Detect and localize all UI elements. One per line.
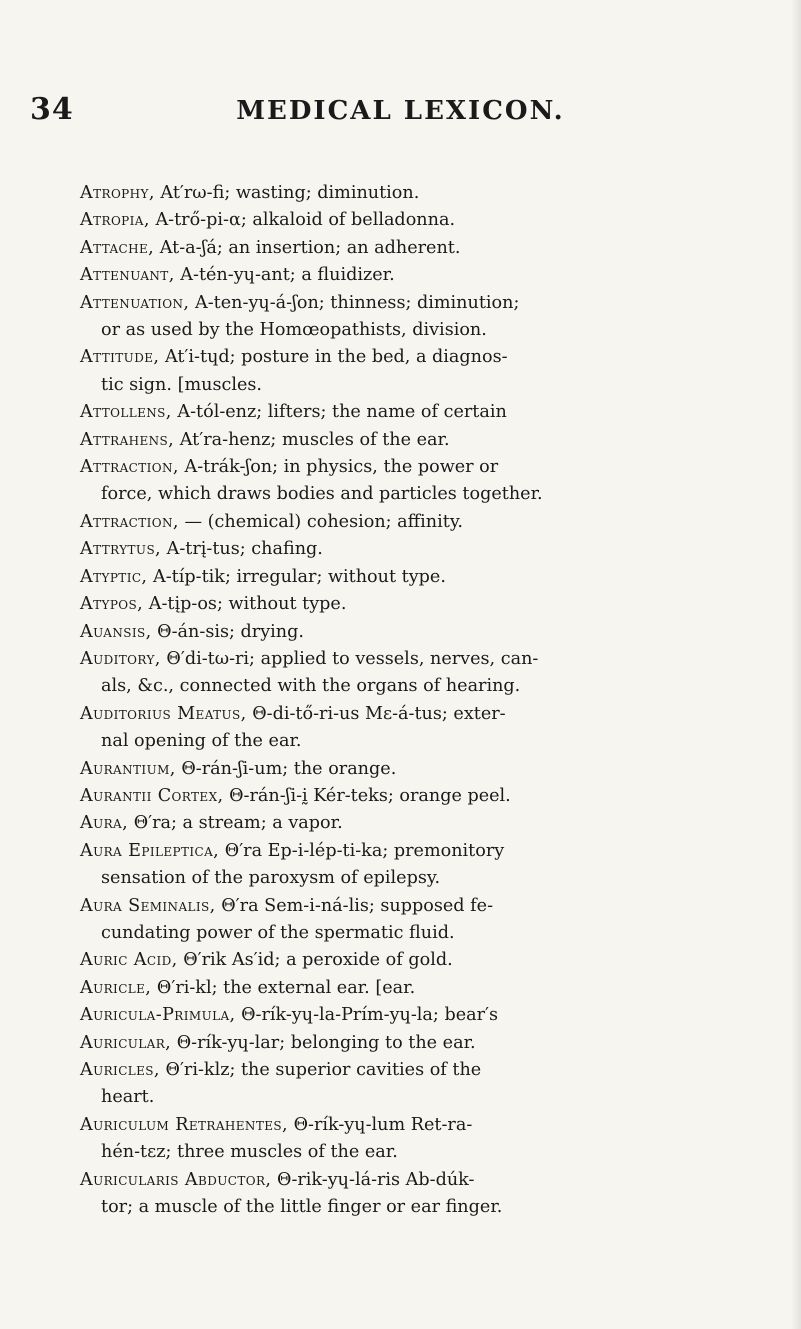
lexicon-entry xyxy=(80,536,780,563)
entry-first-line xyxy=(80,1057,780,1084)
entry-definition-text: A-tįp-os; without type. xyxy=(143,594,347,615)
entry-definition-text: Θ-rik-yɥ-lá-ris Ab-dúk- xyxy=(271,1169,475,1190)
entry-definition-text: Θ-rík-yɥ-lar; belonging to the ear. xyxy=(171,1032,476,1053)
entry-first-line xyxy=(80,838,780,865)
entry-definition-text: A-trį-tus; chafing. xyxy=(161,539,323,560)
entry-definition-text: A-trő-pi-α; alkaloid of belladonna. xyxy=(149,210,456,231)
entry-definition-text: Θ′rik As′id; a peroxide of gold. xyxy=(177,950,453,971)
lexicon-entry xyxy=(80,180,780,207)
entry-term: Attrytus, xyxy=(80,539,162,560)
entry-definition-text: Θ-rán-ʃi-ḭ Kér-teks; orange peel. xyxy=(223,785,511,806)
lexicon-entries xyxy=(80,180,780,1221)
entry-definition-text: heart. xyxy=(101,1087,155,1108)
entry-definition-text: force, which draws bodies and particles together. xyxy=(101,484,543,505)
entry-definition-text: — (chemical) cohesion; affinity. xyxy=(178,511,464,532)
entry-term: Auditory, xyxy=(80,648,161,669)
entry-term: Auricular, xyxy=(80,1032,172,1053)
entry-first-line xyxy=(80,1112,780,1139)
entry-definition-text: A-tól-enz; lifters; the name of certain xyxy=(171,402,507,423)
entry-continuation-line xyxy=(80,673,780,700)
entry-first-line xyxy=(80,262,780,289)
entry-definition-text: Θ-di-tő-ri-us Mɛ-á-tus; exter- xyxy=(246,703,506,724)
entry-continuation-line xyxy=(80,317,780,344)
entry-continuation-line xyxy=(80,728,780,755)
entry-first-line xyxy=(80,536,780,563)
page-number: 34 xyxy=(30,92,74,127)
entry-first-line xyxy=(80,783,780,810)
entry-first-line xyxy=(80,180,780,207)
entry-term: Auric Acid, xyxy=(80,950,178,971)
entry-term: Aurantium, xyxy=(80,758,176,779)
lexicon-entry xyxy=(80,783,780,810)
entry-first-line xyxy=(80,1167,780,1194)
lexicon-entry xyxy=(80,975,780,1002)
entry-first-line xyxy=(80,399,780,426)
entry-term: Auricle, xyxy=(80,977,152,998)
entry-term: Attenuation, xyxy=(80,292,190,313)
entry-first-line xyxy=(80,701,780,728)
entry-first-line xyxy=(80,646,780,673)
lexicon-entry xyxy=(80,262,780,289)
entry-first-line xyxy=(80,756,780,783)
entry-term: Aura, xyxy=(80,813,129,834)
entry-first-line xyxy=(80,947,780,974)
entry-definition-text: als, &c., connected with the organs of hearing. xyxy=(101,676,521,697)
lexicon-entry xyxy=(80,591,780,618)
lexicon-entry xyxy=(80,1030,780,1057)
entry-continuation-line xyxy=(80,920,780,947)
entry-term: Auricles, xyxy=(80,1060,160,1080)
entry-term: Auditorius Meatus, xyxy=(80,703,247,724)
entry-term: Aura Epileptica, xyxy=(80,840,220,861)
entry-term: Atrophy, xyxy=(80,183,155,203)
entry-definition-text: Θ′ri-kl; the external ear. [ear. xyxy=(151,977,416,998)
lexicon-entry xyxy=(80,399,780,426)
entry-first-line xyxy=(80,207,780,234)
entry-first-line xyxy=(80,427,780,454)
entry-term: Attitude, xyxy=(80,347,160,368)
entry-term: Attrahens, xyxy=(80,429,175,450)
lexicon-entry xyxy=(80,701,780,756)
running-title: MEDICAL LEXICON. xyxy=(236,96,565,126)
lexicon-entry xyxy=(80,207,780,234)
entry-definition-text: At′i-tɥd; posture in the bed, a diagnos- xyxy=(159,347,508,368)
entry-definition-text: At′rω-fi; wasting; diminution. xyxy=(154,183,420,203)
entry-first-line xyxy=(80,619,780,646)
entry-first-line xyxy=(80,975,780,1002)
lexicon-entry xyxy=(80,290,780,345)
entry-definition-text: tor; a muscle of the little finger or ear finger. xyxy=(101,1197,503,1218)
entry-definition-text: tic sign. [muscles. xyxy=(101,374,262,395)
entry-term: Aurantii Cortex, xyxy=(80,785,224,806)
page-edge-shadow xyxy=(791,0,801,1329)
lexicon-entry xyxy=(80,1002,780,1029)
lexicon-entry xyxy=(80,756,780,783)
entry-first-line xyxy=(80,344,780,371)
lexicon-entry xyxy=(80,344,780,399)
lexicon-entry xyxy=(80,235,780,262)
entry-definition-text: or as used by the Homœopathists, division. xyxy=(101,320,487,341)
lexicon-entry xyxy=(80,564,780,591)
entry-term: Auriculum Retrahentes, xyxy=(80,1114,289,1135)
entry-first-line xyxy=(80,235,780,262)
entry-definition-text: cundating power of the spermatic fluid. xyxy=(101,922,455,943)
entry-definition-text: A-tén-yɥ-ant; a fluidizer. xyxy=(174,265,395,286)
entry-definition-text: A-trák-ʃon; in physics, the power or xyxy=(178,457,499,478)
entry-definition-text: Θ′ri-klz; the superior cavities of the xyxy=(159,1060,482,1080)
entry-definition-text: Θ′di-tω-ri; applied to vessels, nerves, can- xyxy=(160,648,539,669)
entry-continuation-line xyxy=(80,481,780,508)
entry-definition-text: Θ′ra; a stream; a vapor. xyxy=(128,813,343,834)
entry-definition-text: Θ′ra Ep-i-lép-ti-ka; premonitory xyxy=(219,840,505,861)
lexicon-entry xyxy=(80,619,780,646)
entry-first-line xyxy=(80,591,780,618)
lexicon-entry xyxy=(80,454,780,509)
entry-term: Atyptic, xyxy=(80,566,148,587)
lexicon-entry xyxy=(80,1057,780,1112)
entry-definition-text: Θ-án-sis; drying. xyxy=(151,621,304,642)
entry-first-line xyxy=(80,1002,780,1029)
entry-definition-text: A-ten-yɥ-á-ʃon; thinness; diminution; xyxy=(189,292,520,313)
entry-first-line xyxy=(80,290,780,317)
lexicon-entry xyxy=(80,646,780,701)
entry-definition-text: Θ-rík-yɥ-lum Ret-ra- xyxy=(288,1114,473,1135)
entry-first-line xyxy=(80,1030,780,1057)
entry-continuation-line xyxy=(80,865,780,892)
entry-first-line xyxy=(80,509,780,536)
entry-first-line xyxy=(80,810,780,837)
page-header xyxy=(0,92,801,142)
entry-definition-text: sensation of the paroxysm of epilepsy. xyxy=(101,868,441,889)
lexicon-entry xyxy=(80,427,780,454)
entry-term: Attache, xyxy=(80,237,155,258)
lexicon-entry xyxy=(80,838,780,893)
entry-definition-text: Θ′ra Sem-i-ná-lis; supposed fe- xyxy=(215,895,494,916)
lexicon-entry xyxy=(80,893,780,948)
entry-definition-text: Θ-rík-yɥ-la-Prím-yɥ-la; bear′s xyxy=(235,1005,499,1026)
entry-continuation-line xyxy=(80,1194,780,1221)
entry-first-line xyxy=(80,454,780,481)
lexicon-entry xyxy=(80,509,780,536)
entry-definition-text: A-típ-tik; irregular; without type. xyxy=(147,566,446,587)
entry-definition-text: At′ra-henz; muscles of the ear. xyxy=(174,429,450,450)
entry-term: Atropia, xyxy=(80,210,150,231)
entry-definition-text: hén-tɛz; three muscles of the ear. xyxy=(101,1142,398,1163)
entry-term: Attenuant, xyxy=(80,265,175,286)
entry-first-line xyxy=(80,893,780,920)
entry-term: Atypos, xyxy=(80,594,144,615)
entry-continuation-line xyxy=(80,1139,780,1166)
lexicon-entry xyxy=(80,1167,780,1222)
entry-definition-text: Θ-rán-ʃi-um; the orange. xyxy=(175,758,397,779)
entry-term: Attollens, xyxy=(80,402,172,423)
lexicon-entry xyxy=(80,1112,780,1167)
entry-term: Auricula-Primula, xyxy=(80,1005,236,1026)
entry-definition-text: nal opening of the ear. xyxy=(101,731,302,752)
entry-term: Attraction, xyxy=(80,457,179,478)
lexicon-entry xyxy=(80,810,780,837)
entry-term: Aura Seminalis, xyxy=(80,895,216,916)
entry-term: Attraction, xyxy=(80,511,179,532)
entry-term: Auricularis Abductor, xyxy=(80,1169,272,1190)
entry-definition-text: At-a-ʃá; an insertion; an adherent. xyxy=(154,237,461,258)
entry-continuation-line xyxy=(80,372,780,399)
entry-first-line xyxy=(80,564,780,591)
lexicon-entry xyxy=(80,947,780,974)
entry-continuation-line xyxy=(80,1084,780,1111)
entry-term: Auansis, xyxy=(80,621,152,642)
